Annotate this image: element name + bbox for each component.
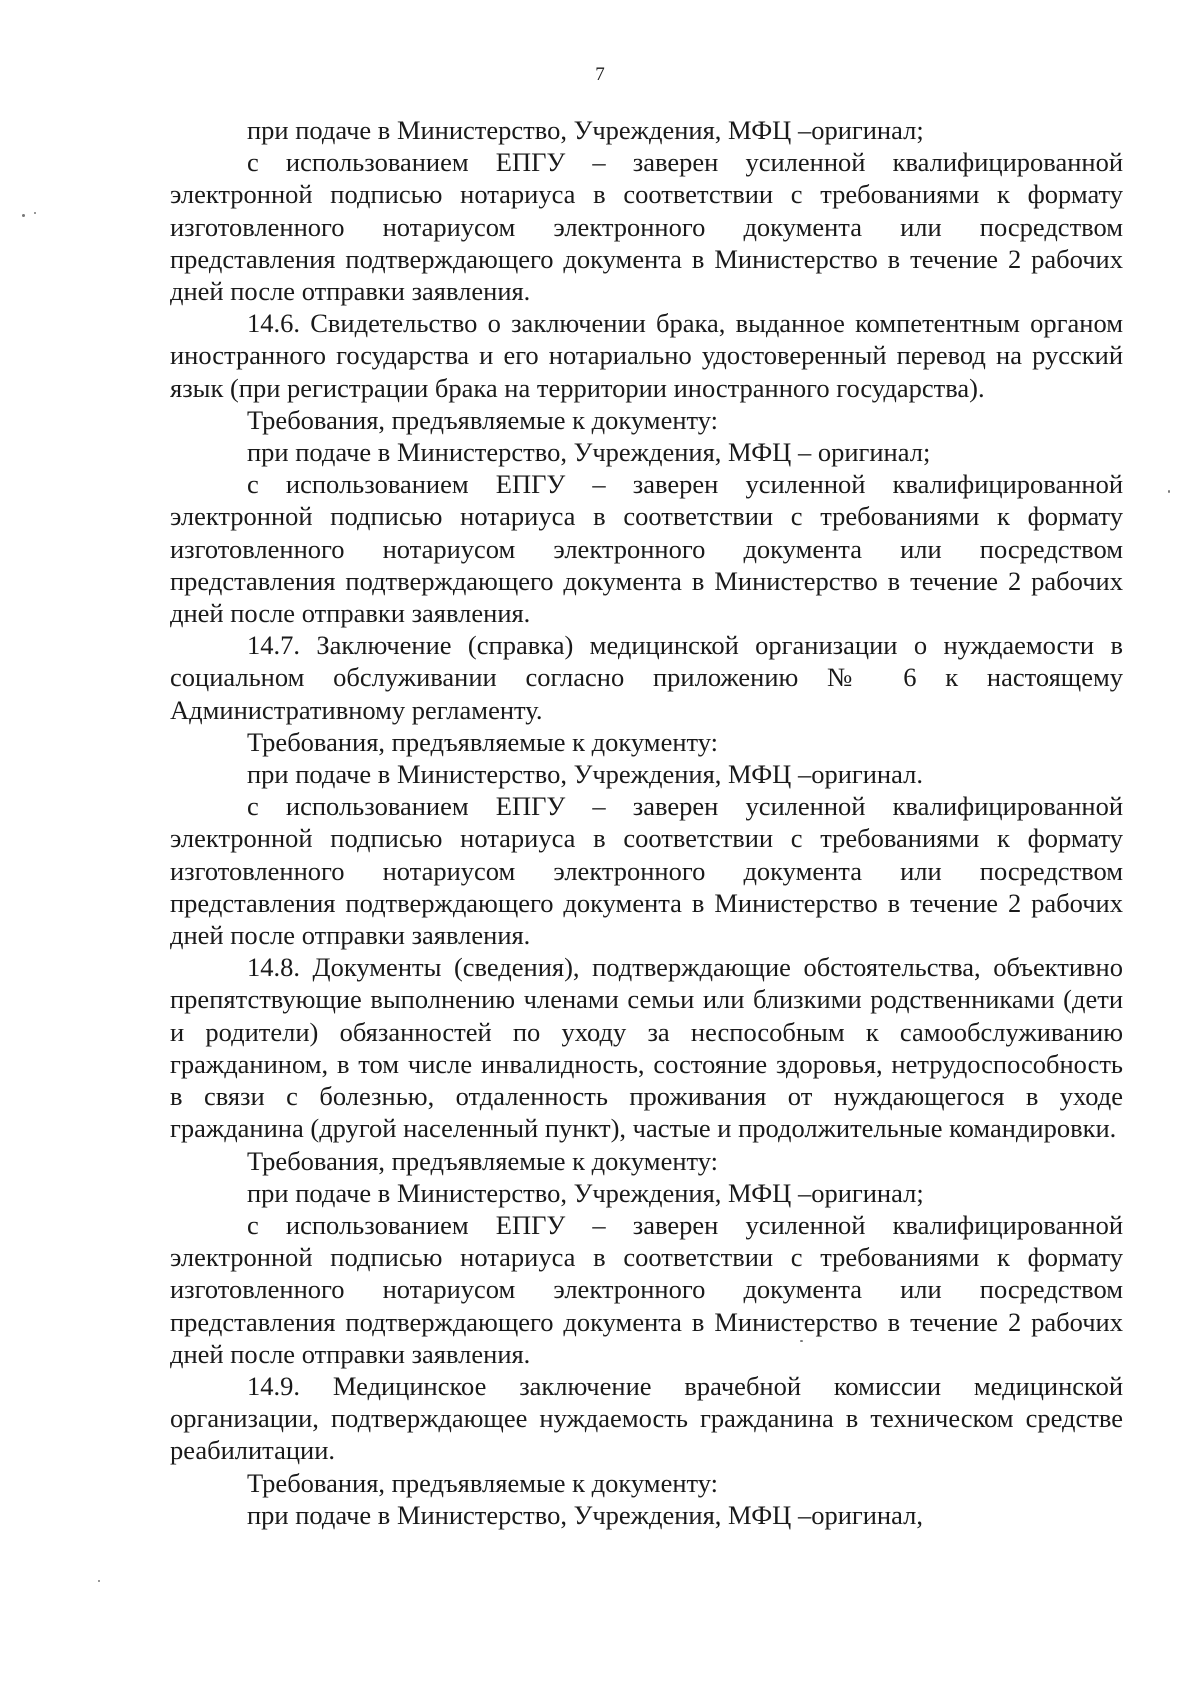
section-14-7: 14.7. Заключение (справка) медицинской организации о нуждаемости в социальном обслуживании согласно приложению № 6 к настоящему Административному регламенту. (170, 630, 1123, 725)
paragraph: при подаче в Министерство, Учреждения, МФЦ – оригинал; (247, 437, 931, 468)
requirements-heading: Требования, предъявляемые к документу: (247, 404, 719, 435)
paragraph: при подаче в Министерство, Учреждения, МФЦ –оригинал; (247, 115, 924, 145)
paragraph: с использованием ЕПГУ – заверен усиленной квалифицированной электронной подписью нотариуса в соответствии с требованиями к формату изготовленного нотариусом электронного документа или посредством представления подтверждающего документа в Министерство в течение 2 рабочих дней после отправки заявления. (170, 791, 1123, 951)
section-14-8: 14.8. Документы (сведения), подтверждающие обстоятельства, объективно препятствующие выполнению членами семьи или близкими родственниками (дети и родители) обязанностей по уходу за неспособным к самообслуживанию гражданином, в том числе инвалидность, состояние здоровья, нетрудоспособность в связи с болезнью, отдаленность проживания от нуждающегося в уходе гражданина (другой населенный пункт), частые и продолжительные командировки. (170, 952, 1123, 1144)
scan-speck (98, 1580, 100, 1582)
scan-speck (34, 212, 36, 214)
section-14-6: 14.6. Свидетельство о заключении брака, выданное компетентным органом иностранного государства и его нотариально удостоверенный перевод на русский язык (при регистрации брака на территории иностранного государства). (170, 308, 1123, 403)
section-14-9: 14.9. Медицинское заключение врачебной комиссии медицинской организации, подтверждающее нуждаемость гражданина в техническом средстве реабилитации. (170, 1370, 1123, 1466)
scan-speck (1168, 490, 1170, 493)
page-number: 7 (595, 64, 605, 85)
scan-speck (22, 214, 25, 217)
paragraph: с использованием ЕПГУ – заверен усиленной квалифицированной электронной подписью нотариуса в соответствии с требованиями к формату изготовленного нотариусом электронного документа или посредством представления подтверждающего документа в Министерство в течение 2 рабочих дней после отправки заявления. (170, 147, 1123, 307)
requirements-heading: Требования, предъявляемые к документу: (247, 1145, 719, 1176)
paragraph: с использованием ЕПГУ – заверен усиленной квалифицированной электронной подписью нотариуса в соответствии с требованиями к формату изготовленного нотариусом электронного документа или посредством представления подтверждающего документа в Министерство в течение 2 рабочих дней после отправки заявления. (170, 1209, 1123, 1369)
paragraph: при подаче в Министерство, Учреждения, МФЦ –оригинал. (247, 759, 923, 790)
requirements-heading: Требования, предъявляемые к документу: (247, 1467, 719, 1498)
paragraph: при подаче в Министерство, Учреждения, МФЦ –оригинал; (247, 1177, 924, 1208)
paragraph: с использованием ЕПГУ – заверен усиленной квалифицированной электронной подписью нотариуса в соответствии с требованиями к формату изготовленного нотариусом электронного документа или посредством представления подтверждающего документа в Министерство в течение 2 рабочих дней после отправки заявления. (170, 469, 1123, 629)
document-body (170, 114, 1123, 1531)
scan-speck (800, 1340, 803, 1342)
requirements-heading: Требования, предъявляемые к документу: (247, 726, 719, 757)
paragraph: при подаче в Министерство, Учреждения, МФЦ –оригинал, (247, 1499, 923, 1530)
